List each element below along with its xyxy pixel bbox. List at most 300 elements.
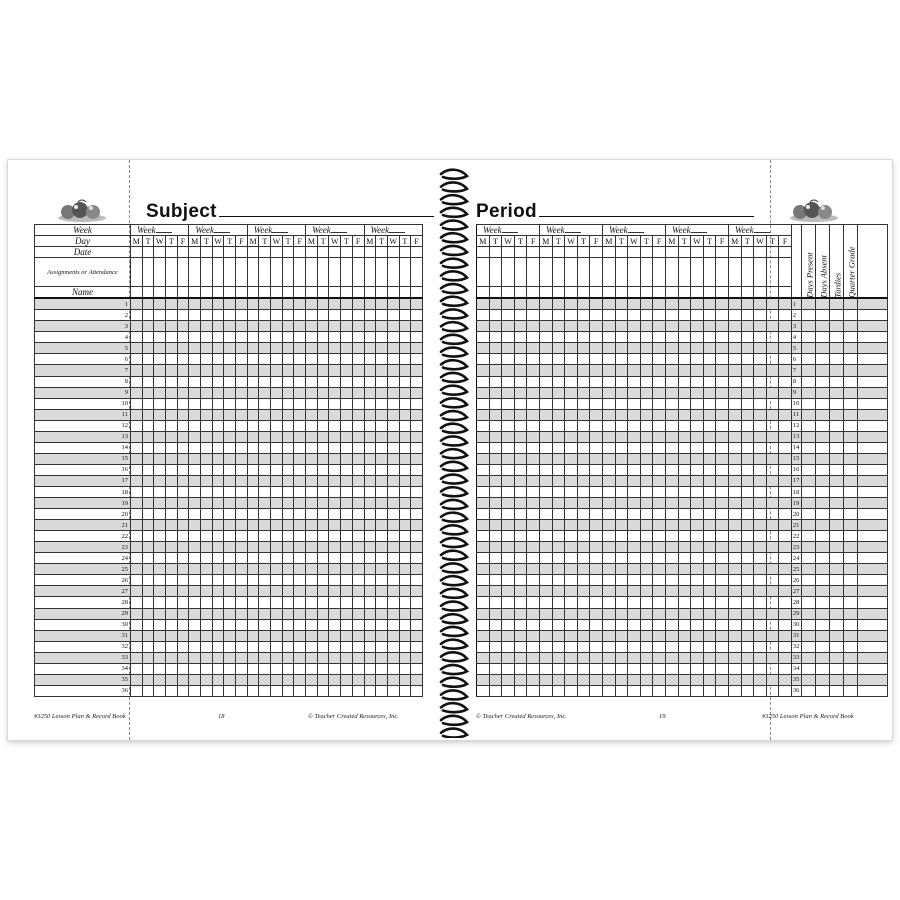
attendance-cell[interactable] — [154, 420, 166, 431]
attendance-cell[interactable] — [716, 542, 729, 553]
summary-cell[interactable] — [857, 652, 887, 663]
attendance-cell[interactable] — [317, 387, 329, 398]
attendance-cell[interactable] — [166, 365, 178, 376]
attendance-cell[interactable] — [552, 420, 565, 431]
attendance-cell[interactable] — [653, 597, 666, 608]
date-cell[interactable] — [640, 247, 653, 258]
attendance-cell[interactable] — [259, 365, 271, 376]
attendance-cell[interactable] — [615, 332, 628, 343]
attendance-cell[interactable] — [489, 575, 502, 586]
attendance-cell[interactable] — [259, 431, 271, 442]
attendance-cell[interactable] — [212, 442, 224, 453]
attendance-cell[interactable] — [271, 608, 283, 619]
attendance-cell[interactable] — [728, 531, 741, 542]
attendance-cell[interactable] — [411, 586, 423, 597]
attendance-cell[interactable] — [247, 520, 259, 531]
attendance-cell[interactable] — [224, 619, 236, 630]
attendance-cell[interactable] — [387, 387, 399, 398]
attendance-cell[interactable] — [590, 674, 603, 685]
attendance-cell[interactable] — [754, 442, 767, 453]
date-cell[interactable] — [154, 247, 166, 258]
attendance-cell[interactable] — [387, 509, 399, 520]
attendance-cell[interactable] — [691, 597, 704, 608]
attendance-cell[interactable] — [259, 652, 271, 663]
attendance-cell[interactable] — [166, 531, 178, 542]
attendance-cell[interactable] — [552, 597, 565, 608]
attendance-cell[interactable] — [691, 420, 704, 431]
summary-cell[interactable] — [815, 564, 829, 575]
attendance-cell[interactable] — [317, 298, 329, 310]
attendance-cell[interactable] — [665, 674, 678, 685]
attendance-cell[interactable] — [678, 365, 691, 376]
attendance-cell[interactable] — [411, 608, 423, 619]
attendance-cell[interactable] — [602, 498, 615, 509]
attendance-cell[interactable] — [539, 332, 552, 343]
summary-cell[interactable] — [801, 486, 815, 497]
attendance-cell[interactable] — [271, 586, 283, 597]
attendance-cell[interactable] — [552, 619, 565, 630]
summary-cell[interactable] — [801, 420, 815, 431]
attendance-cell[interactable] — [527, 354, 540, 365]
attendance-cell[interactable] — [665, 509, 678, 520]
attendance-cell[interactable] — [665, 553, 678, 564]
attendance-cell[interactable] — [754, 608, 767, 619]
attendance-cell[interactable] — [317, 343, 329, 354]
attendance-cell[interactable] — [565, 442, 578, 453]
attendance-cell[interactable] — [678, 641, 691, 652]
attendance-cell[interactable] — [477, 321, 490, 332]
attendance-cell[interactable] — [189, 310, 201, 321]
attendance-cell[interactable] — [166, 564, 178, 575]
attendance-cell[interactable] — [565, 321, 578, 332]
attendance-cell[interactable] — [590, 420, 603, 431]
summary-cell[interactable] — [857, 398, 887, 409]
attendance-cell[interactable] — [527, 409, 540, 420]
week-number-field[interactable] — [539, 225, 602, 236]
attendance-cell[interactable] — [166, 398, 178, 409]
attendance-cell[interactable] — [539, 498, 552, 509]
attendance-cell[interactable] — [329, 619, 341, 630]
attendance-cell[interactable] — [615, 343, 628, 354]
attendance-cell[interactable] — [341, 498, 353, 509]
attendance-cell[interactable] — [399, 310, 411, 321]
attendance-cell[interactable] — [741, 619, 754, 630]
date-cell[interactable] — [201, 247, 213, 258]
attendance-cell[interactable] — [376, 608, 388, 619]
attendance-cell[interactable] — [766, 608, 779, 619]
attendance-cell[interactable] — [224, 298, 236, 310]
attendance-cell[interactable] — [154, 343, 166, 354]
assignment-cell[interactable] — [477, 258, 490, 287]
attendance-cell[interactable] — [577, 376, 590, 387]
attendance-cell[interactable] — [247, 575, 259, 586]
grid-cell[interactable] — [539, 287, 552, 299]
attendance-cell[interactable] — [376, 442, 388, 453]
attendance-cell[interactable] — [552, 531, 565, 542]
attendance-cell[interactable] — [489, 420, 502, 431]
grid-cell[interactable] — [259, 287, 271, 299]
attendance-cell[interactable] — [766, 475, 779, 486]
attendance-cell[interactable] — [154, 332, 166, 343]
attendance-cell[interactable] — [754, 453, 767, 464]
attendance-cell[interactable] — [779, 332, 792, 343]
attendance-cell[interactable] — [282, 674, 294, 685]
attendance-cell[interactable] — [577, 586, 590, 597]
attendance-cell[interactable] — [247, 486, 259, 497]
attendance-cell[interactable] — [387, 442, 399, 453]
grid-cell[interactable] — [142, 287, 154, 299]
attendance-cell[interactable] — [577, 475, 590, 486]
attendance-cell[interactable] — [779, 608, 792, 619]
attendance-cell[interactable] — [189, 520, 201, 531]
attendance-cell[interactable] — [399, 520, 411, 531]
attendance-cell[interactable] — [189, 365, 201, 376]
attendance-cell[interactable] — [411, 354, 423, 365]
date-cell[interactable] — [166, 247, 178, 258]
summary-cell[interactable] — [843, 685, 857, 696]
attendance-cell[interactable] — [294, 354, 306, 365]
attendance-cell[interactable] — [665, 321, 678, 332]
assignment-cell[interactable] — [602, 258, 615, 287]
student-name-cell[interactable]: 32 — [35, 641, 131, 652]
date-cell[interactable] — [779, 247, 792, 258]
attendance-cell[interactable] — [399, 586, 411, 597]
attendance-cell[interactable] — [271, 531, 283, 542]
attendance-cell[interactable] — [376, 663, 388, 674]
attendance-cell[interactable] — [189, 354, 201, 365]
summary-cell[interactable] — [843, 509, 857, 520]
attendance-cell[interactable] — [502, 354, 515, 365]
attendance-cell[interactable] — [399, 420, 411, 431]
attendance-cell[interactable] — [376, 520, 388, 531]
attendance-cell[interactable] — [376, 431, 388, 442]
attendance-cell[interactable] — [376, 542, 388, 553]
attendance-cell[interactable] — [477, 387, 490, 398]
attendance-cell[interactable] — [477, 619, 490, 630]
attendance-cell[interactable] — [590, 575, 603, 586]
summary-cell[interactable] — [815, 619, 829, 630]
attendance-cell[interactable] — [640, 586, 653, 597]
summary-cell[interactable] — [843, 586, 857, 597]
attendance-cell[interactable] — [154, 608, 166, 619]
attendance-cell[interactable] — [142, 564, 154, 575]
attendance-cell[interactable] — [653, 376, 666, 387]
attendance-cell[interactable] — [628, 464, 641, 475]
attendance-cell[interactable] — [154, 575, 166, 586]
attendance-cell[interactable] — [565, 343, 578, 354]
attendance-cell[interactable] — [628, 674, 641, 685]
attendance-cell[interactable] — [653, 398, 666, 409]
attendance-cell[interactable] — [317, 398, 329, 409]
attendance-cell[interactable] — [387, 575, 399, 586]
attendance-cell[interactable] — [502, 520, 515, 531]
attendance-cell[interactable] — [527, 531, 540, 542]
attendance-cell[interactable] — [691, 674, 704, 685]
attendance-cell[interactable] — [352, 453, 364, 464]
attendance-cell[interactable] — [716, 663, 729, 674]
attendance-cell[interactable] — [477, 354, 490, 365]
attendance-cell[interactable] — [352, 509, 364, 520]
attendance-cell[interactable] — [502, 619, 515, 630]
attendance-cell[interactable] — [294, 641, 306, 652]
attendance-cell[interactable] — [728, 597, 741, 608]
attendance-cell[interactable] — [364, 475, 376, 486]
attendance-cell[interactable] — [489, 597, 502, 608]
attendance-cell[interactable] — [703, 475, 716, 486]
attendance-cell[interactable] — [131, 464, 143, 475]
attendance-cell[interactable] — [411, 685, 423, 696]
attendance-cell[interactable] — [364, 431, 376, 442]
attendance-cell[interactable] — [364, 442, 376, 453]
attendance-cell[interactable] — [282, 663, 294, 674]
attendance-cell[interactable] — [329, 321, 341, 332]
attendance-cell[interactable] — [615, 431, 628, 442]
attendance-cell[interactable] — [399, 398, 411, 409]
attendance-cell[interactable] — [317, 365, 329, 376]
attendance-cell[interactable] — [665, 453, 678, 464]
attendance-cell[interactable] — [294, 475, 306, 486]
attendance-cell[interactable] — [317, 453, 329, 464]
date-cell[interactable] — [224, 247, 236, 258]
attendance-cell[interactable] — [489, 520, 502, 531]
attendance-cell[interactable] — [259, 464, 271, 475]
attendance-cell[interactable] — [565, 387, 578, 398]
summary-cell[interactable] — [801, 464, 815, 475]
attendance-cell[interactable] — [766, 442, 779, 453]
attendance-cell[interactable] — [678, 398, 691, 409]
assignment-cell[interactable] — [665, 258, 678, 287]
attendance-cell[interactable] — [142, 575, 154, 586]
attendance-cell[interactable] — [411, 630, 423, 641]
attendance-cell[interactable] — [411, 343, 423, 354]
attendance-cell[interactable] — [224, 498, 236, 509]
date-cell[interactable] — [514, 247, 527, 258]
attendance-cell[interactable] — [728, 608, 741, 619]
attendance-cell[interactable] — [514, 409, 527, 420]
attendance-cell[interactable] — [502, 376, 515, 387]
attendance-cell[interactable] — [502, 321, 515, 332]
attendance-cell[interactable] — [294, 498, 306, 509]
attendance-cell[interactable] — [615, 298, 628, 310]
attendance-cell[interactable] — [236, 586, 248, 597]
attendance-cell[interactable] — [602, 486, 615, 497]
attendance-cell[interactable] — [282, 343, 294, 354]
attendance-cell[interactable] — [142, 442, 154, 453]
attendance-cell[interactable] — [577, 453, 590, 464]
summary-cell[interactable] — [801, 398, 815, 409]
attendance-cell[interactable] — [294, 586, 306, 597]
attendance-cell[interactable] — [590, 431, 603, 442]
attendance-cell[interactable] — [341, 509, 353, 520]
attendance-cell[interactable] — [779, 674, 792, 685]
attendance-cell[interactable] — [247, 564, 259, 575]
attendance-cell[interactable] — [703, 310, 716, 321]
attendance-cell[interactable] — [590, 509, 603, 520]
attendance-cell[interactable] — [741, 520, 754, 531]
attendance-cell[interactable] — [399, 486, 411, 497]
attendance-cell[interactable] — [754, 520, 767, 531]
assignment-cell[interactable] — [259, 258, 271, 287]
attendance-cell[interactable] — [352, 387, 364, 398]
attendance-cell[interactable] — [691, 354, 704, 365]
attendance-cell[interactable] — [189, 387, 201, 398]
attendance-cell[interactable] — [628, 509, 641, 520]
attendance-cell[interactable] — [577, 608, 590, 619]
attendance-cell[interactable] — [166, 608, 178, 619]
attendance-cell[interactable] — [387, 453, 399, 464]
attendance-cell[interactable] — [565, 498, 578, 509]
attendance-cell[interactable] — [716, 674, 729, 685]
attendance-cell[interactable] — [271, 641, 283, 652]
attendance-cell[interactable] — [282, 310, 294, 321]
attendance-cell[interactable] — [577, 365, 590, 376]
attendance-cell[interactable] — [212, 652, 224, 663]
attendance-cell[interactable] — [678, 343, 691, 354]
attendance-cell[interactable] — [565, 486, 578, 497]
attendance-cell[interactable] — [247, 420, 259, 431]
attendance-cell[interactable] — [387, 597, 399, 608]
attendance-cell[interactable] — [352, 685, 364, 696]
attendance-cell[interactable] — [602, 553, 615, 564]
attendance-cell[interactable] — [317, 509, 329, 520]
attendance-cell[interactable] — [691, 442, 704, 453]
grid-cell[interactable] — [212, 287, 224, 299]
attendance-cell[interactable] — [741, 409, 754, 420]
attendance-cell[interactable] — [539, 520, 552, 531]
summary-cell[interactable] — [801, 685, 815, 696]
date-cell[interactable] — [602, 247, 615, 258]
attendance-cell[interactable] — [189, 564, 201, 575]
attendance-cell[interactable] — [653, 354, 666, 365]
attendance-cell[interactable] — [189, 586, 201, 597]
attendance-cell[interactable] — [602, 398, 615, 409]
attendance-cell[interactable] — [236, 420, 248, 431]
attendance-cell[interactable] — [728, 298, 741, 310]
assignment-cell[interactable] — [754, 258, 767, 287]
student-name-cell[interactable]: 9 — [35, 387, 131, 398]
summary-cell[interactable] — [801, 332, 815, 343]
attendance-cell[interactable] — [502, 475, 515, 486]
summary-cell[interactable] — [829, 542, 843, 553]
attendance-cell[interactable] — [411, 663, 423, 674]
attendance-cell[interactable] — [201, 685, 213, 696]
student-name-cell[interactable]: 33 — [35, 652, 131, 663]
attendance-cell[interactable] — [294, 630, 306, 641]
attendance-cell[interactable] — [653, 332, 666, 343]
attendance-cell[interactable] — [640, 442, 653, 453]
attendance-cell[interactable] — [271, 597, 283, 608]
date-cell[interactable] — [387, 247, 399, 258]
attendance-cell[interactable] — [565, 619, 578, 630]
attendance-cell[interactable] — [247, 321, 259, 332]
attendance-cell[interactable] — [691, 641, 704, 652]
attendance-cell[interactable] — [779, 509, 792, 520]
attendance-cell[interactable] — [527, 542, 540, 553]
summary-cell[interactable] — [801, 663, 815, 674]
summary-cell[interactable] — [829, 420, 843, 431]
attendance-cell[interactable] — [247, 365, 259, 376]
attendance-cell[interactable] — [352, 298, 364, 310]
attendance-cell[interactable] — [703, 298, 716, 310]
attendance-cell[interactable] — [514, 542, 527, 553]
attendance-cell[interactable] — [317, 674, 329, 685]
attendance-cell[interactable] — [236, 564, 248, 575]
grid-cell[interactable] — [741, 287, 754, 299]
attendance-cell[interactable] — [716, 298, 729, 310]
attendance-cell[interactable] — [259, 321, 271, 332]
attendance-cell[interactable] — [177, 464, 189, 475]
attendance-cell[interactable] — [364, 685, 376, 696]
attendance-cell[interactable] — [779, 431, 792, 442]
attendance-cell[interactable] — [741, 321, 754, 332]
attendance-cell[interactable] — [665, 365, 678, 376]
attendance-cell[interactable] — [665, 298, 678, 310]
attendance-cell[interactable] — [341, 464, 353, 475]
attendance-cell[interactable] — [282, 354, 294, 365]
attendance-cell[interactable] — [766, 464, 779, 475]
attendance-cell[interactable] — [502, 409, 515, 420]
attendance-cell[interactable] — [489, 542, 502, 553]
attendance-cell[interactable] — [154, 674, 166, 685]
attendance-cell[interactable] — [329, 398, 341, 409]
attendance-cell[interactable] — [411, 365, 423, 376]
attendance-cell[interactable] — [352, 564, 364, 575]
attendance-cell[interactable] — [247, 608, 259, 619]
attendance-cell[interactable] — [306, 398, 318, 409]
attendance-cell[interactable] — [282, 575, 294, 586]
attendance-cell[interactable] — [678, 310, 691, 321]
attendance-cell[interactable] — [653, 553, 666, 564]
attendance-cell[interactable] — [364, 387, 376, 398]
attendance-cell[interactable] — [754, 619, 767, 630]
summary-cell[interactable] — [843, 498, 857, 509]
attendance-cell[interactable] — [716, 608, 729, 619]
attendance-cell[interactable] — [177, 564, 189, 575]
attendance-cell[interactable] — [766, 354, 779, 365]
attendance-cell[interactable] — [716, 630, 729, 641]
date-cell[interactable] — [477, 247, 490, 258]
attendance-cell[interactable] — [691, 409, 704, 420]
attendance-cell[interactable] — [201, 475, 213, 486]
attendance-cell[interactable] — [376, 652, 388, 663]
assignment-cell[interactable] — [236, 258, 248, 287]
attendance-cell[interactable] — [376, 321, 388, 332]
attendance-cell[interactable] — [653, 542, 666, 553]
assignment-cell[interactable] — [514, 258, 527, 287]
attendance-cell[interactable] — [411, 431, 423, 442]
attendance-cell[interactable] — [678, 619, 691, 630]
summary-cell[interactable] — [801, 586, 815, 597]
attendance-cell[interactable] — [387, 431, 399, 442]
attendance-cell[interactable] — [577, 564, 590, 575]
attendance-cell[interactable] — [691, 564, 704, 575]
attendance-cell[interactable] — [177, 298, 189, 310]
attendance-cell[interactable] — [678, 509, 691, 520]
summary-cell[interactable] — [815, 542, 829, 553]
attendance-cell[interactable] — [201, 420, 213, 431]
attendance-cell[interactable] — [678, 586, 691, 597]
attendance-cell[interactable] — [142, 431, 154, 442]
attendance-cell[interactable] — [527, 619, 540, 630]
attendance-cell[interactable] — [678, 597, 691, 608]
attendance-cell[interactable] — [142, 321, 154, 332]
attendance-cell[interactable] — [527, 520, 540, 531]
summary-cell[interactable] — [801, 310, 815, 321]
student-name-cell[interactable]: 8 — [35, 376, 131, 387]
attendance-cell[interactable] — [741, 597, 754, 608]
attendance-cell[interactable] — [352, 597, 364, 608]
attendance-cell[interactable] — [489, 641, 502, 652]
